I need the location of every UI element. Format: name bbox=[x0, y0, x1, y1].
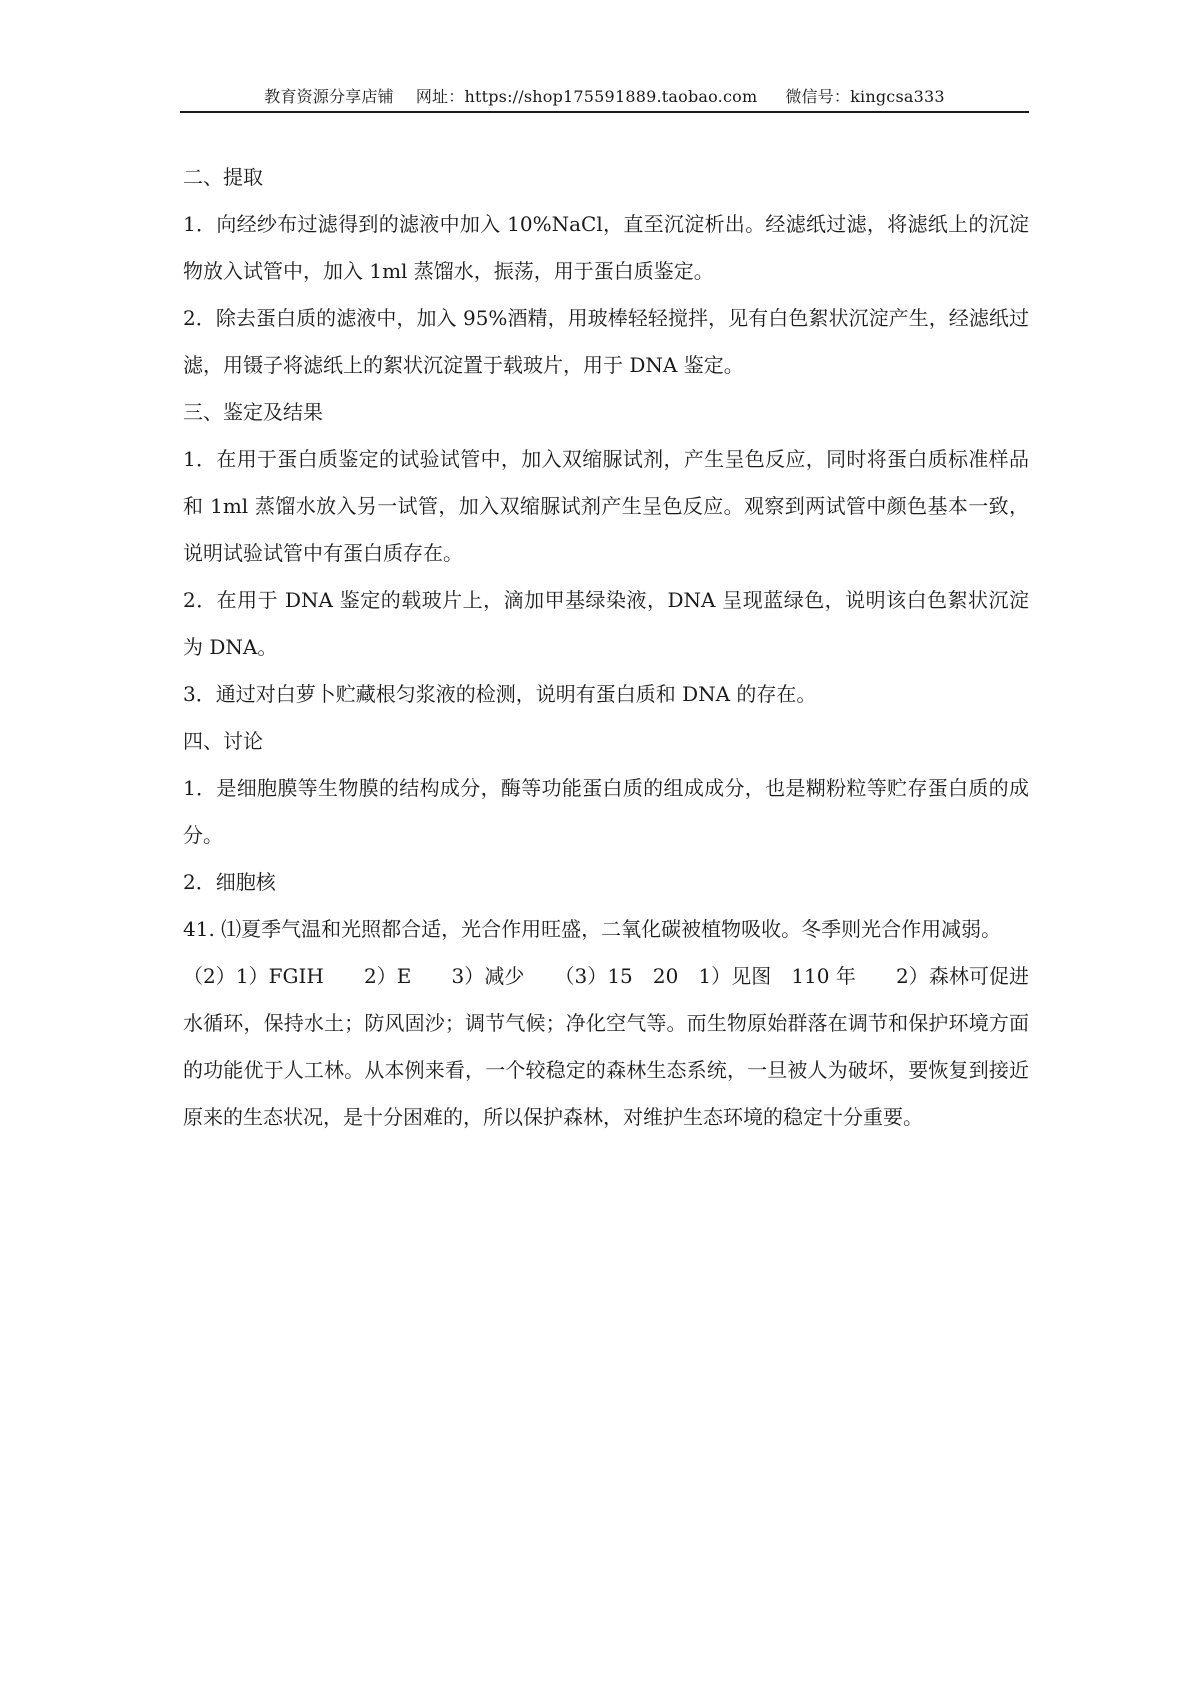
header-divider bbox=[180, 111, 1029, 113]
section-heading-extraction: 二、提取 bbox=[183, 165, 263, 189]
shop-name: 教育资源分享店铺 bbox=[264, 87, 394, 106]
wechat-id: 微信号：kingcsa333 bbox=[785, 87, 945, 106]
paragraph: 1．是细胞膜等生物膜的结构成分，酶等功能蛋白质的组成成分，也是糊粉粒等贮存蛋白质的成分。 bbox=[183, 776, 1029, 847]
paragraph: 1．在用于蛋白质鉴定的试验试管中，加入双缩脲试剂，产生呈色反应，同时将蛋白质标准样品和 1ml 蒸馏水放入另一试管，加入双缩脲试剂产生呈色反应。观察到两试管中颜色基本一致，说明试验试管中有蛋白质存在。 bbox=[183, 447, 1029, 565]
answer-41-continued: （2）1）FGIH 2）E 3）减少 （3）15 20 1）见图 110 年 2）森林可促进水循环，保持水土；防风固沙；调节气候；净化空气等。而生物原始群落在调节和保护环境方面的功能优于人工林。从本例来看，一个较稳定的森林生态系统，一旦被人为破坏，要恢复到接近原来的生态状况，是十分困难的，所以保护森林，对维护生态环境的稳定十分重要。 bbox=[183, 964, 1029, 1129]
paragraph: 2．细胞核 bbox=[183, 870, 276, 894]
document-body bbox=[183, 154, 1029, 1141]
paragraph: 3．通过对白萝卜贮藏根匀浆液的检测，说明有蛋白质和 DNA 的存在。 bbox=[183, 682, 817, 706]
page-header bbox=[180, 84, 1029, 107]
paragraph: 1．向经纱布过滤得到的滤液中加入 10%NaCl，直至沉淀析出。经滤纸过滤，将滤纸上的沉淀物放入试管中，加入 1ml 蒸馏水，振荡，用于蛋白质鉴定。 bbox=[183, 212, 1029, 283]
shop-url: 网址：https://shop175591889.taobao.com bbox=[415, 87, 758, 106]
section-heading-discussion: 四、讨论 bbox=[183, 729, 263, 753]
answer-41: 41. ⑴夏季气温和光照都合适，光合作用旺盛，二氧化碳被植物吸收。冬季则光合作用减弱。 bbox=[183, 917, 1002, 941]
section-heading-identification: 三、鉴定及结果 bbox=[183, 400, 323, 424]
paragraph: 2．除去蛋白质的滤液中，加入 95%酒精，用玻棒轻轻搅拌，见有白色絮状沉淀产生，经滤纸过滤，用镊子将滤纸上的絮状沉淀置于载玻片，用于 DNA 鉴定。 bbox=[183, 306, 1029, 377]
paragraph: 2．在用于 DNA 鉴定的载玻片上，滴加甲基绿染液，DNA 呈现蓝绿色，说明该白色絮状沉淀为 DNA。 bbox=[183, 588, 1029, 659]
